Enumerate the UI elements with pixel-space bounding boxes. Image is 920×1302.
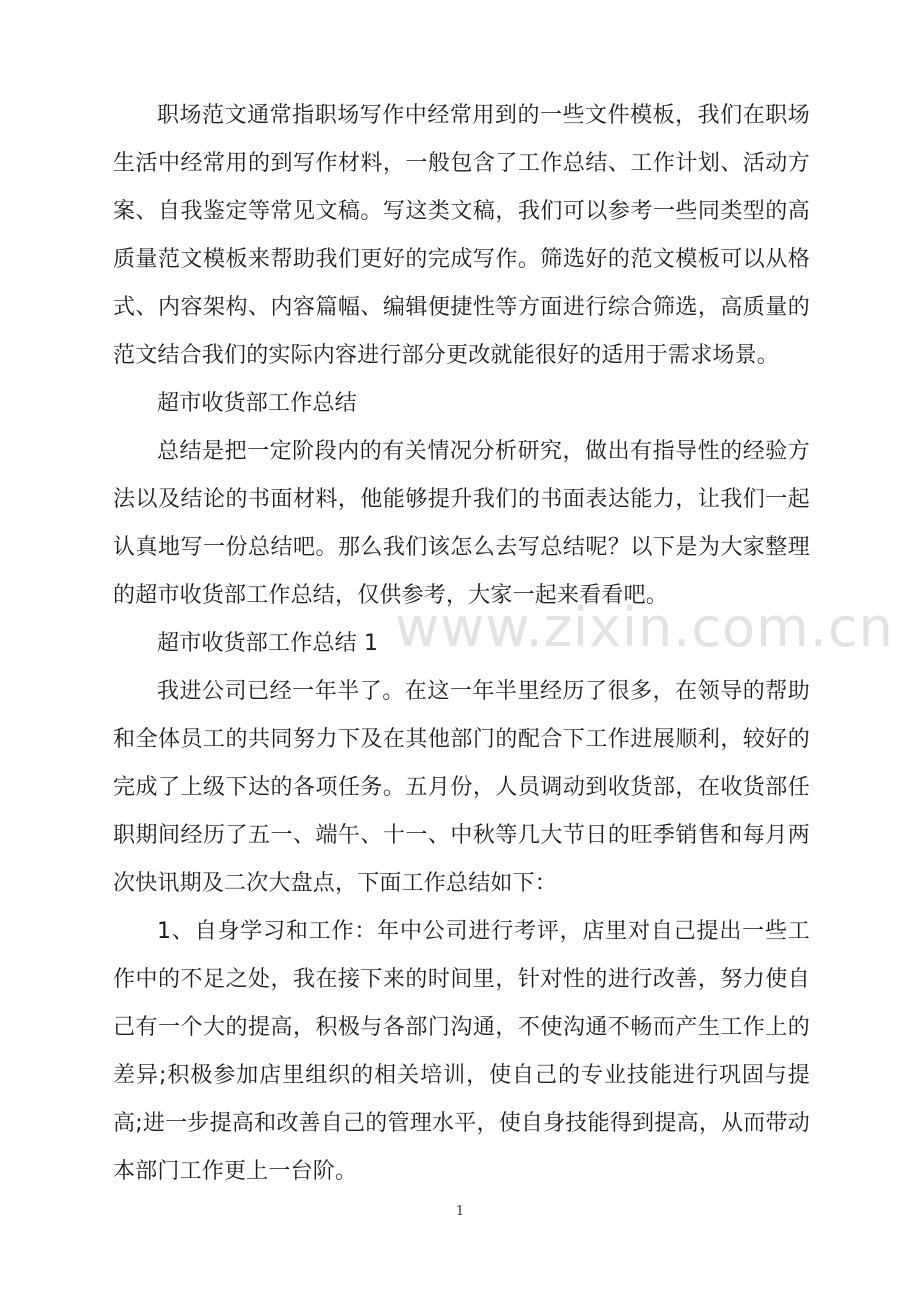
- summary-intro-paragraph: 总结是把一定阶段内的有关情况分析研究，做出有指导性的经验方法以及结论的书面材料，他能够提升我们的书面表达能力，让我们一起认真地写一份总结吧。那么我们该怎么去写总结呢？以下是为大家整理的超市收货部工作总结，仅供参考，大家一起来看看吧。: [113, 439, 810, 608]
- document-title: 超市收货部工作总结: [157, 391, 357, 416]
- document-body: [113, 92, 810, 1196]
- body-paragraph: 我进公司已经一年半了。在这一年半里经历了很多，在领导的帮助和全体员工的共同努力下及在其他部门的配合下工作进展顺利，较好的完成了上级下达的各项任务。五月份，人员调动到收货部，在收货部任职期间经历了五一、端午、十一、中秋等几大节日的旺季销售和每月两次快讯期及二次大盘点，下面工作总结如下：: [113, 679, 810, 896]
- section-heading: 超市收货部工作总结 1: [157, 631, 379, 656]
- intro-paragraph: 职场范文通常指职场写作中经常用到的一些文件模板，我们在职场生活中经常用的到写作材料，一般包含了工作总结、工作计划、活动方案、自我鉴定等常见文稿。写这类文稿，我们可以参考一些同类型的高质量范文模板来帮助我们更好的完成写作。筛选好的范文模板可以从格式、内容架构、内容篇幅、编辑便捷性等方面进行综合筛选，高质量的范文结合我们的实际内容进行部分更改就能很好的适用于需求场景。: [113, 103, 810, 368]
- body-paragraph-item-1: 1、自身学习和工作：年中公司进行考评，店里对自己提出一些工作中的不足之处，我在接下来的时间里，针对性的进行改善，努力使自己有一个大的提高，积极与各部门沟通，不使沟通不畅而产生工作上的差异;积极参加店里组织的相关培训，使自己的专业技能进行巩固与提高;进一步提高和改善自己的管理水平，使自身技能得到提高，从而带动本部门工作更上一台阶。: [113, 919, 810, 1184]
- page-number: 1: [455, 1204, 465, 1219]
- watermark-text: www.zixin.com.cn: [395, 596, 894, 659]
